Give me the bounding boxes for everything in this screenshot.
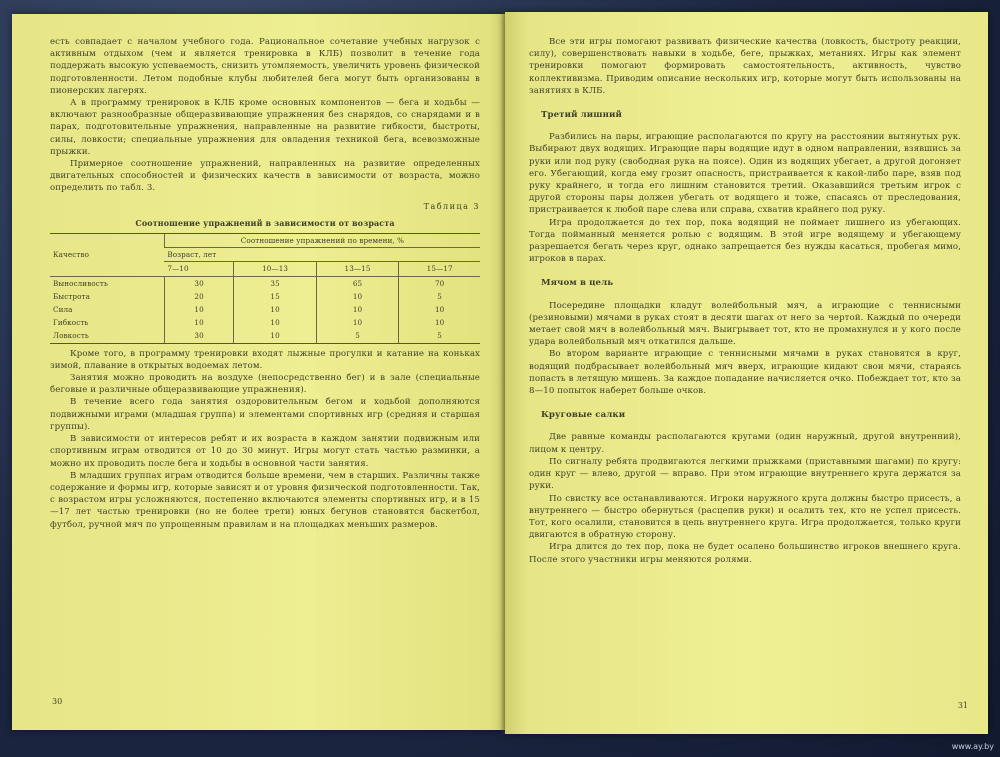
table-header-quality: Качество: [50, 234, 164, 277]
left-text-column: [50, 36, 480, 531]
table-cell: 10: [234, 303, 316, 316]
section-heading: Мячом в цель: [541, 278, 614, 289]
table-row: [50, 276, 480, 290]
table-cell-quality: Сила: [53, 305, 73, 315]
table-cell: 10: [234, 316, 316, 329]
table-cell: 70: [399, 276, 480, 290]
table-header-ratio: Соотношение упражнений по времени, %: [164, 234, 480, 248]
table-cell: 20: [164, 290, 234, 303]
paragraph: Игра продолжается до тех пор, пока водящий не поймает лишнего из убегающих. Тогда пойманный меняется ролью с водящим. В этой игре водящему и убегающему разрешается бегать через круг, однако запрещается без нужды касаться, пробегая мимо, игроков в парах.: [529, 217, 961, 265]
table-cell-quality: Выносливость: [53, 278, 108, 288]
table-cell-quality: Гибкость: [53, 318, 89, 328]
paragraph: Все эти игры помогают развивать физические качества (ловкость, быстроту реакции, силу), совершенствовать навыки в ходьбе, беге, прыжках, метаниях. Игры как элемент тренировки помогают формировать самостоятельность, активность, чувство коллективизма. Приводим описание нескольких игр, которые могут быть использованы на занятиях в КЛБ.: [529, 37, 961, 96]
table-row: [50, 290, 480, 303]
paragraph: Посередине площадки кладут волейбольный мяч, а играющие с теннисными (резиновыми) мячами в руках стоят в десяти шагах от него за чертой. Каждый по очереди метает свой мяч в волейбольный мяч. Выигрывает тот, кто не промахнулся и у кого после удара волейбольный мяч откатился дальше.: [529, 300, 961, 348]
table-cell-quality: Ловкость: [50, 329, 164, 343]
paragraph: В течение всего года занятия оздоровительным бегом и ходьбой дополняются подвижными играми (младшая группа) и элементами спортивных игр (средняя и старшая группы).: [50, 397, 480, 432]
page-number: 30: [52, 697, 63, 706]
table-header-age: Возраст, лет: [164, 248, 480, 262]
right-page: [505, 12, 988, 734]
table-header-age-group: 10—13: [234, 262, 316, 276]
table-header-age-group: 7—10: [164, 262, 234, 276]
table-row: [50, 316, 480, 329]
table-cell: 10: [399, 316, 480, 329]
table-cell: 10: [399, 303, 480, 316]
table-cell: 35: [234, 276, 316, 290]
table-row: [50, 303, 480, 316]
left-page: [12, 14, 508, 730]
table-cell: 5: [399, 290, 480, 303]
table-cell-quality: Быстрота: [53, 291, 90, 301]
paragraph: Примерное соотношение упражнений, направленных на развитие определенных двигательных способностей и физических качеств в зависимости от возраста, можно определить по табл. 3.: [50, 159, 480, 194]
section-heading: Круговые салки: [541, 410, 626, 421]
page-number: 31: [957, 701, 968, 710]
paragraph: В зависимости от интересов ребят и их возраста в каждом занятии подвижным или спортивным играм отводится от 10 до 30 минут. Игры могут стать частью разминки, а можно их проводить после бега и ходьбы в основной части занятия.: [50, 434, 480, 469]
paragraph: Кроме того, в программу тренировки входят лыжные прогулки и катание на коньках зимой, плавание в открытых водоемах летом.: [50, 348, 480, 371]
table-cell: 10: [316, 290, 398, 303]
table-cell: 5: [399, 329, 480, 343]
table-caption: Таблица 3: [423, 201, 480, 211]
paragraph: Во втором варианте играющие с теннисными мячами в руках становятся в круг, водящий подбрасывает волейбольный мяч вверх, играющие кидают свои мячи, стараясь попасть в летящую мишень. За каждое попадание начисляется очко. Побеждает тот, кто за 8—10 попыток наберет больше очков.: [529, 349, 961, 397]
paragraph: Игра длится до тех пор, пока не будет осалено большинство игроков внешнего круга. После этого участники игры меняются ролями.: [529, 542, 961, 565]
table-cell: 65: [316, 276, 398, 290]
table-header-age-group: 13—15: [316, 262, 398, 276]
watermark: www.ay.by: [951, 742, 994, 751]
paragraph: есть совпадает с началом учебного года. Рациональное сочетание учебных нагрузок с активным отдыхом (чем и является тренировка в КЛБ) позволит в течение года поддержать высокую успеваемость, снизить утомляемость, увеличить уровень физической подготовленности. Летом подобные клубы любителей бега могут быть организованы в пионерских лагерях.: [50, 37, 480, 96]
table-cell: 10: [234, 329, 316, 343]
table-row: [50, 329, 480, 343]
right-text-column: [529, 36, 961, 566]
table-cell: 15: [234, 290, 316, 303]
table-cell: 10: [316, 303, 398, 316]
section-heading: Третий лишний: [541, 110, 622, 121]
table-title: Соотношение упражнений в зависимости от возраста: [135, 217, 395, 228]
table-cell: 30: [164, 276, 234, 290]
table-cell: 5: [316, 329, 398, 343]
paragraph: По сигналу ребята продвигаются легкими прыжками (приставными шагами) по кругу: один круг — влево, другой — вправо. При этом играющие внутреннего круга держатся за руки.: [529, 456, 961, 492]
paragraph: Разбились на пары, играющие располагаются по кругу на расстоянии вытянутых рук. Выбирают двух водящих. Играющие пары водящие идут в одном направлении, взявшись за руки или под руку (свободная рука на поясе). Один из водящих убегает, а другой догоняет его. Убегающий, когда ему грозит опасность, пристраивается к какой-либо паре, взяв под руку крайнего, и тогда его лишним становится третий. Оказавшийся третьим игрок с другой стороны пары должен убегать от водящего и тоже, спасаясь от преследования, пристраивается к любой паре слева или справа, схватив крайнего под руку.: [529, 132, 961, 216]
paragraph: Две равные команды располагаются кругами (один наружный, другой внутренний), лицом к центру.: [529, 432, 961, 455]
paragraph: В младших группах играм отводится больше времени, чем в старших. Различны также содержание и формы игр, которые зависят и от уровня физической подготовленности. Так, с возрастом игры усложняются, постепенно включаются элементы спортивных игр, и в 15—17 лет частью тренировки (но не более трети) юных бегунов становятся баскетбол, футбол, ручной мяч по упрощенным правилам и на площадках меньших размеров.: [50, 470, 480, 530]
table-cell: 10: [164, 316, 234, 329]
table-cell: 10: [164, 303, 234, 316]
table-cell: 30: [164, 329, 234, 343]
paragraph: Занятия можно проводить на воздухе (непосредственно бег) и в зале (специальные беговые и различные общеразвивающие упражнения).: [50, 373, 480, 396]
paragraph: А в программу тренировок в КЛБ кроме основных компонентов — бега и ходьбы — включают разнообразные общеразвивающие упражнения без снарядов, со снарядами и в парах, подготовительные упражнения, направленные на развитие гибкости, быстроты, силы, ловкости; специальные упражнения для овладения техникой бега, всевозможные прыжки.: [50, 98, 480, 157]
table-header-age-group: 15—17: [399, 262, 480, 276]
table-cell: 10: [316, 316, 398, 329]
age-ratio-table: [50, 233, 480, 344]
paragraph: По свистку все останавливаются. Игроки наружного круга должны быстро присесть, а внутреннего — быстро обернуться (расцепив руки) и осалить тех, кто не успел присесть. Тот, кого осалили, становится в цепь внутреннего круга. Игра продолжается, только круги двигаются в обратную сторону.: [529, 493, 961, 541]
